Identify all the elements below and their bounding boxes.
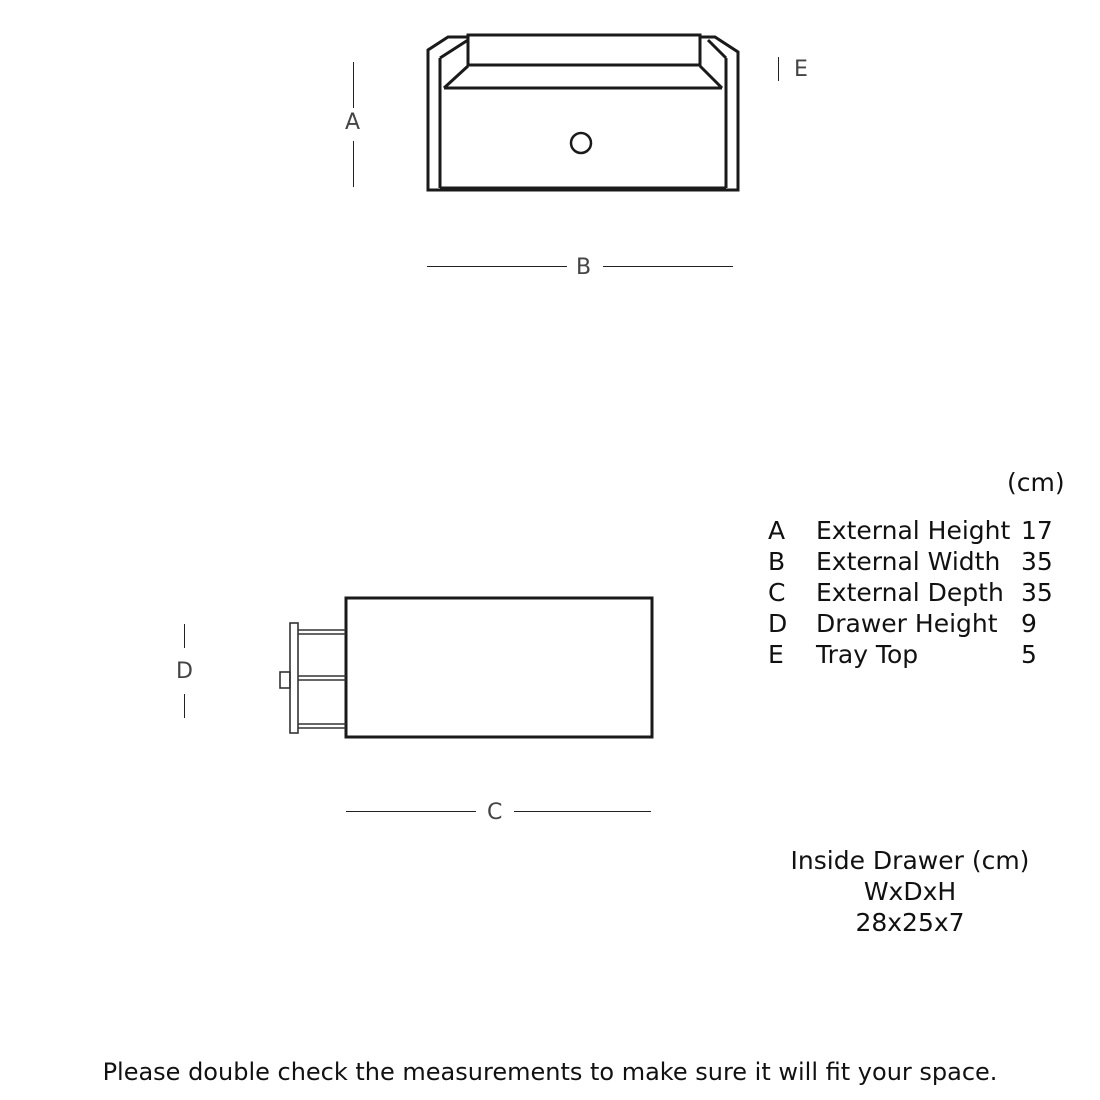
front-tray-rim xyxy=(468,37,700,65)
dim-e-label: E xyxy=(794,57,808,82)
spec-row-value: 9 xyxy=(1021,609,1037,638)
dim-e-line xyxy=(778,57,779,81)
dim-a-label: A xyxy=(345,110,361,135)
footer-note: Please double check the measurements to make sure it will fit your space. xyxy=(102,1058,998,1086)
dim-d-line-top xyxy=(184,624,185,648)
inside-drawer-dims: 28x25x7 xyxy=(855,908,965,937)
dim-b-line-left xyxy=(427,266,567,267)
inside-drawer-format: WxDxH xyxy=(863,877,957,906)
spec-row-name: External Height xyxy=(816,516,1011,545)
spec-row-value: 5 xyxy=(1021,640,1037,669)
dim-c-line-left xyxy=(346,811,476,812)
spec-row-key: E xyxy=(768,640,784,669)
spec-row-key: B xyxy=(768,547,786,576)
inside-drawer-block xyxy=(760,848,1060,935)
spec-row-key: C xyxy=(768,578,786,607)
dim-b-label: B xyxy=(576,255,592,280)
spec-row-value: 35 xyxy=(1021,547,1053,576)
spec-row-name: Tray Top xyxy=(816,640,919,669)
inside-drawer-title: Inside Drawer (cm) xyxy=(790,846,1030,875)
spec-row-value: 35 xyxy=(1021,578,1053,607)
dim-c-label: C xyxy=(487,800,503,825)
front-outer-outline xyxy=(428,35,738,190)
front-left-panel xyxy=(440,40,468,188)
spec-row-name: External Width xyxy=(816,547,1001,576)
spec-row-value: 17 xyxy=(1021,516,1053,545)
side-knob xyxy=(280,672,290,688)
spec-row-key: A xyxy=(768,516,786,545)
side-drawer-front xyxy=(290,623,298,733)
dim-a-line-bottom xyxy=(353,141,354,187)
side-body xyxy=(346,598,652,737)
dim-d-line-bottom xyxy=(184,694,185,718)
dim-b-line-right xyxy=(603,266,733,267)
front-knob xyxy=(571,133,591,153)
spec-row-key: D xyxy=(768,609,788,638)
front-right-panel xyxy=(700,40,726,188)
spec-row-name: External Depth xyxy=(816,578,1004,607)
spec-row-name: Drawer Height xyxy=(816,609,998,638)
dim-c-line-right xyxy=(514,811,651,812)
dim-a-line-top xyxy=(353,62,354,108)
dim-d-label: D xyxy=(176,659,193,684)
spec-unit-header: (cm) xyxy=(1007,468,1065,497)
